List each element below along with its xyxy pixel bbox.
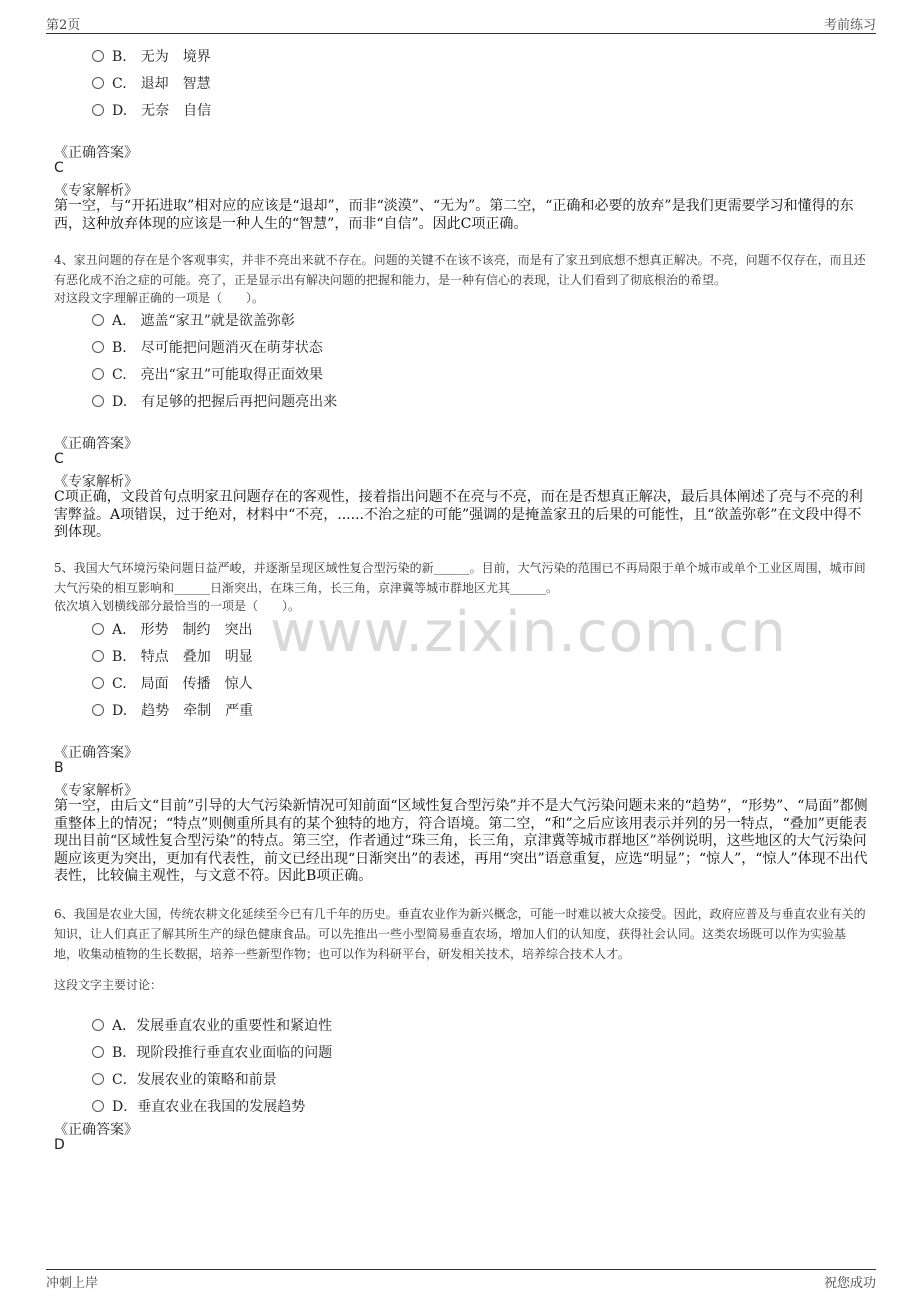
q6-option-b[interactable]: B．现阶段推行垂直农业面临的问题: [92, 1042, 332, 1062]
q6-answer-label: 《正确答案》: [54, 1122, 138, 1138]
radio-icon[interactable]: [92, 1073, 104, 1085]
q4-option-b[interactable]: B. 尽可能把问题消灭在萌芽状态: [92, 337, 323, 357]
q4-prompt: 对这段文字理解正确的一项是（ ）。: [54, 291, 265, 305]
footer-rule: [46, 1269, 876, 1270]
q4-answer: C: [54, 451, 64, 467]
radio-icon[interactable]: [92, 368, 104, 380]
q4-analysis: C项正确，文段首句点明家丑问题存在的客观性，接着指出问题不在亮与不亮，而在是否想真正解决，最后具体阐述了亮与不亮的利害弊益。A项错误，过于绝对，材料中“不亮，......不治之症的可能”强调的是掩盖家丑的后果的可能性，且“欲盖弥彰”在文段中得不到体现。: [54, 489, 863, 540]
q6-prompt: 这段文字主要讨论：: [54, 978, 163, 992]
q4-option-d[interactable]: D. 有足够的把握后再把问题亮出来: [92, 391, 337, 411]
q4-option-a[interactable]: A. 遮盖“家丑”就是欲盖弥彰: [92, 310, 295, 330]
q5-answer: B: [54, 760, 64, 776]
radio-icon[interactable]: [92, 1100, 104, 1112]
q4-option-c[interactable]: C. 亮出“家丑”可能取得正面效果: [92, 364, 323, 384]
q6-option-a[interactable]: A．发展垂直农业的重要性和紧迫性: [92, 1015, 332, 1035]
radio-icon[interactable]: [92, 623, 104, 635]
radio-icon[interactable]: [92, 77, 104, 89]
radio-icon[interactable]: [92, 341, 104, 353]
q5-analysis-label: 《专家解析》: [54, 783, 138, 799]
q6-option-d[interactable]: D．垂直农业在我国的发展趋势: [92, 1096, 305, 1116]
radio-icon[interactable]: [92, 1046, 104, 1058]
q5-option-a[interactable]: A. 形势 制约 突出: [92, 619, 253, 639]
q3-option-b[interactable]: B. 无为 境界: [92, 46, 211, 66]
radio-icon[interactable]: [92, 704, 104, 716]
page-number: 第2页: [46, 18, 81, 33]
q5-answer-label: 《正确答案》: [54, 745, 138, 761]
header-rule: [46, 33, 876, 34]
radio-icon[interactable]: [92, 50, 104, 62]
q5-option-c[interactable]: C. 局面 传播 惊人: [92, 673, 253, 693]
q6-answer: D: [54, 1137, 65, 1153]
q3-analysis-label: 《专家解析》: [54, 183, 138, 199]
watermark: www.zixin.com.cn: [270, 600, 787, 665]
radio-icon[interactable]: [92, 677, 104, 689]
q5-prompt: 依次填入划横线部分最恰当的一项是（ ）。: [54, 599, 301, 613]
q3-analysis: 第一空，与“开拓进取”相对应的应该是“退却”，而非“淡漠”、“无为”。第二空，“正确和必要的放弃”是我们更需要学习和懂得的东西，这种放弃体现的应该是一种人生的“智慧”，而非“自信”。因此C项正确。: [54, 198, 854, 232]
q4-analysis-label: 《专家解析》: [54, 474, 138, 490]
q5-analysis: 第一空，由后文“目前”引导的大气污染新情况可知前面“区域性复合型污染”并不是大气污染问题未来的“趋势”，“形势”、“局面”都侧重整体上的情况；“特点”则侧重所具有的某个独特的地方，符合语境。第二空，“和”之后应该用表示并列的另一特点，“叠加”更能表现出目前“区域性复合型污染”的特点。第三空，作者通过“珠三角，长三角，京津冀等城市群地区”举例说明，这些地区的大气污染问题应该更为突出，更加有代表性，前文已经出现“日渐突出”的表述，再用“突出”语意重复，应选“明显”；“惊人”，“惊人”体现不出代表性，比较偏主观性，与文意不符。因此B项正确。: [54, 798, 868, 884]
header-title: 考前练习: [823, 18, 876, 33]
q5-stem: 5、我国大气环境污染问题日益严峻，并逐渐呈现区域性复合型污染的新______。目前，大气污染的范围已不再局限于单个城市或单个工业区周围，城市间大气污染的相互影响和______日渐突出，在珠三角，长三角，京津冀等城市群地区尤其______。: [54, 561, 866, 595]
q4-answer-label: 《正确答案》: [54, 436, 138, 452]
q6-stem: 6、我国是农业大国，传统农耕文化延续至今已有几千年的历史。垂直农业作为新兴概念，可能一时难以被大众接受。因此，政府应普及与垂直农业有关的知识，让人们真正了解其所生产的绿色健康食品。可以先推出一些小型简易垂直农场，增加人们的认知度，获得社会认同。这类农场既可以作为实验基地，收集动植物的生长数据，培养一些新型作物；也可以作为科研平台，研发相关技术，培养综合技术人才。: [54, 907, 866, 961]
radio-icon[interactable]: [92, 395, 104, 407]
radio-icon[interactable]: [92, 104, 104, 116]
q3-option-d[interactable]: D. 无奈 自信: [92, 100, 211, 120]
q6-option-c[interactable]: C．发展农业的策略和前景: [92, 1069, 277, 1089]
radio-icon[interactable]: [92, 314, 104, 326]
footer-left: 冲刺上岸: [46, 1276, 99, 1291]
q3-answer-label: 《正确答案》: [54, 145, 138, 161]
q4-stem: 4、家丑问题的存在是个客观事实，并非不亮出来就不存在。问题的关键不在该不该亮，而是有了家丑到底想不想真正解决。不亮，问题不仅存在，而且还有恶化成不治之症的可能。亮了，正是显示出有解决问题的把握和能力，是一种有信心的表现，让人们看到了彻底根治的希望。: [54, 253, 866, 287]
footer-right: 祝您成功: [823, 1276, 876, 1291]
radio-icon[interactable]: [92, 650, 104, 662]
q5-option-b[interactable]: B. 特点 叠加 明显: [92, 646, 253, 666]
radio-icon[interactable]: [92, 1019, 104, 1031]
q3-option-c[interactable]: C. 退却 智慧: [92, 73, 211, 93]
q3-answer: C: [54, 160, 64, 176]
q5-option-d[interactable]: D. 趋势 牵制 严重: [92, 700, 253, 720]
